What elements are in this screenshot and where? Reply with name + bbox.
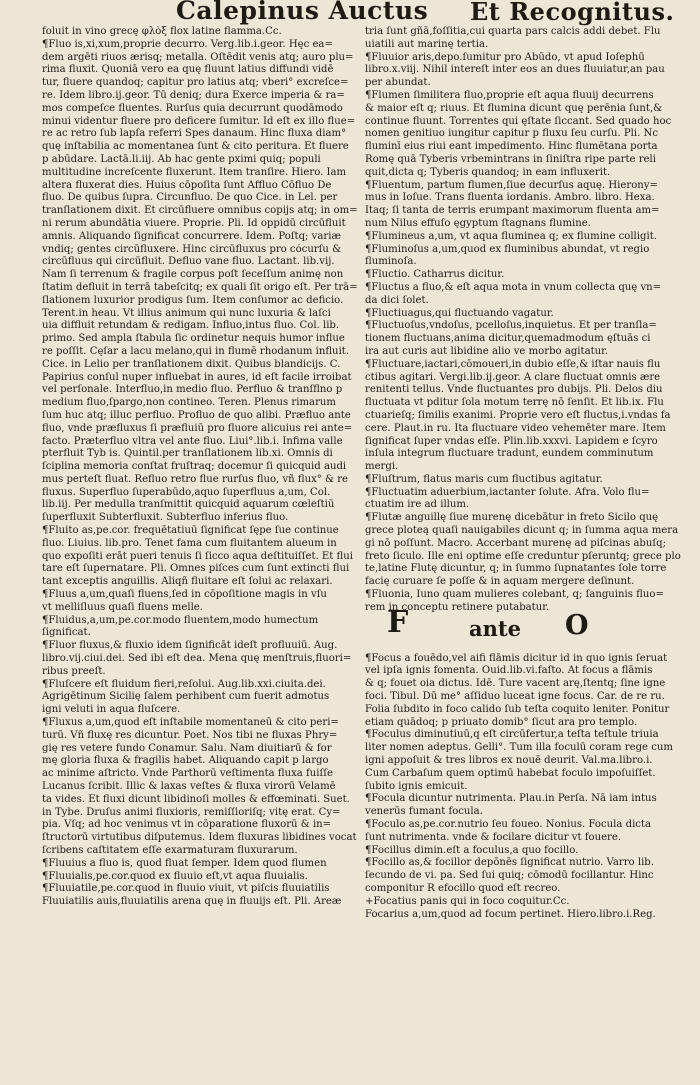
text-line: facię curuare ſe poſſe & in aquam mergere deſinunt. bbox=[365, 576, 635, 588]
text-line: Papirius conſul nuper influebat in aures, id eſt facile irroibat bbox=[42, 371, 352, 383]
text-line: in Tybe. Druſus animi fluxioris, remiſſioriſq; vitę erat. Cy= bbox=[42, 806, 341, 818]
text-line: re ac retro ſub lapſa referri Spes danaum. Hinc fluxa diam° bbox=[42, 128, 347, 140]
text-line: da dici ſolet. bbox=[365, 294, 429, 306]
section-word: ante bbox=[469, 615, 521, 641]
text-line: rima fluxit. Quoniā vero ea quę fluunt latius diffundi vidē bbox=[42, 64, 334, 76]
text-line: Focarius a,um,quod ad focum pertinet. Hiero.libro.i.Reg. bbox=[365, 908, 656, 920]
text-line: ¶Focillus dimin.eſt a foculus,a quo focillo. bbox=[365, 844, 579, 856]
text-line: ¶Fluidus,a,um,pe.cor.modo fluentem,modo humectum bbox=[42, 614, 319, 626]
text-line: ¶Fluctiuagus,qui fluctuando vagatur. bbox=[365, 307, 554, 319]
text-line: ¶Flutæ anguillę ſiue murenę dicebātur in freto Sicilo quę bbox=[365, 512, 659, 524]
running-head-right: Et Recognitus. bbox=[470, 0, 675, 26]
text-line: ¶Fluuius a fluo is, quod fluat ſemper. Idem quod flumen bbox=[42, 857, 327, 869]
text-line: pia. Vſq; ad hoc venimus vt in cōparatione fluxorū & in= bbox=[42, 819, 332, 831]
text-line: vel perſonale. Interfluo,in medio fluo. Perfluo & tranſflno p bbox=[42, 384, 343, 396]
text-line: ¶Focus a fouēdo,vel aifi flāmis dicitur id in quo ignis ſeruat bbox=[365, 652, 668, 664]
text-line: primo. Sed ampla ſtabula ſic ordinetur nequis humor influe bbox=[42, 333, 345, 345]
text-line: ¶Fluuiatile,pe.cor.quod in fluuio viuit, vt piſcis fluuiatilis bbox=[42, 883, 330, 895]
text-line: mus perteſt fluat. Refluo retro flue rurſus fluo, vñ flux° & re bbox=[42, 473, 349, 485]
text-line: ſciplina memoria conſtat fruſtraq; docemur ſi quicquid audi bbox=[42, 461, 347, 473]
text-line: Cum Carbaſum quem optimū habebat foculo impoſuiſſet. bbox=[365, 767, 656, 779]
text-line: re. Idem libro.ij.geor. Tū deniq; dura Exerce imperia & ra= bbox=[42, 89, 345, 101]
text-line: libro.x.viij. Nihil intereſt inter eos an dues fluuiatur,an pau bbox=[365, 64, 665, 76]
text-line: ¶Fluſtrum, flatus maris cum fluctibus agitatur. bbox=[365, 473, 603, 485]
text-line: tranſlationem dixit. Et circūfluere omnibus copijs atq; in om= bbox=[42, 205, 358, 217]
text-line: ta vides. Et fluxi dicunt libidinoſi molles & effœminati. Suet. bbox=[42, 793, 350, 805]
text-line: ſunt nutrimenta. vnde & focilare dicitur vt fouere. bbox=[365, 831, 622, 843]
text-line: dem argēti riuos ærisq; metalla. Oſtēdit venis atq; auro plu= bbox=[42, 51, 354, 63]
text-line: ſum huc atq; illuc perfluo. Profluo de quo alibi. Præfluo ante bbox=[42, 409, 351, 421]
text-line: ¶Flumineus a,um, vt aqua fluminea q; ex flumine colligit. bbox=[365, 230, 657, 242]
right-column bbox=[365, 26, 681, 921]
left-column bbox=[42, 26, 360, 909]
text-line: Fluuiatilis auis,fluuiatilis arena quę in fluuijs eſt. Pli. Areæ bbox=[42, 896, 342, 908]
text-line: ira aut curis aut libidine alio ve morbo agitatur. bbox=[365, 345, 609, 357]
text-line: quit,dicta q; Tyberis quandoq; in eam influxerit. bbox=[365, 166, 611, 178]
text-line: facto. Præterfluo vltra vel ante fluo. Liui°.lib.i. Infima valle bbox=[42, 435, 343, 447]
section-next-letter: O bbox=[565, 609, 589, 641]
text-line: amnis. Aliquando ſignificat concurrere. Idem. Poſtq; variæ bbox=[42, 230, 341, 242]
text-line: Agrigētinum Sicilię ſalem perhibent cum fuerit admotus bbox=[42, 691, 330, 703]
text-line: ¶Foculus diminutiuū,q eſt circūfertur,a teſta teſtule triuia bbox=[365, 729, 659, 741]
text-line: Romę quā Tyberis vrbemintrans in ſiniſtra ripe parte reli bbox=[365, 153, 656, 165]
text-line: ſtructorū virtutibus diſputemus. Idem fluxuras libidines vocat bbox=[42, 832, 357, 844]
text-line: grece ploteą quaſi nauigabiles dicunt q; in ſumma aqua mera bbox=[365, 525, 679, 537]
text-line: & maior eſt q; riuus. Et flumina dicunt quę perēnia ſunt,& bbox=[365, 102, 663, 114]
text-line: fluo, vnde præfluxus ſi præfluiū pro fluore alicuius rei ante= bbox=[42, 422, 353, 434]
text-line: inſula integrum fluctuare tradunt, eundem comminutum bbox=[365, 448, 654, 460]
text-line: & q; fouet oia dictus. Idē. Ture vacent arę,ſtentq; ſine igne bbox=[365, 678, 666, 690]
text-line: tria ſunt gñā,foſſitia,cui quarta pars calcis addi debet. Flu bbox=[365, 26, 661, 37]
text-line: ctuarieſq; ſimilis exanimi. Proprie vero eſt fluctus,i.vndas fa bbox=[365, 409, 671, 421]
text-line: fluminī eius riui eant impedimento. Hinc flumētana porta bbox=[365, 141, 658, 153]
text-line: ¶Foculo as,pe.cor.nutrio ſeu foueo. Nonius. Focula dicta bbox=[365, 819, 652, 831]
running-head-left: Calepinus Auctus bbox=[176, 0, 429, 25]
text-line: fluctuata vt pditur ſola motum terrę nō ſenſit. Et lib.ix. Flu bbox=[365, 397, 664, 409]
text-line: foci. Tibul. Dū me° aſſiduo luceat igne focus. Car. de re ru. bbox=[365, 691, 665, 703]
text-line: nomen genitiuo iungitur capitur p fluxu ſeu curſu. Pli. Nc bbox=[365, 128, 659, 140]
text-line: ¶Fluctus a fluo,& eſt aqua mota in vnum collecta quę vn= bbox=[365, 281, 662, 293]
text-line: ¶Fluuior aris,depo.ſumitur pro Abūdo, vt apud Ioſephū bbox=[365, 51, 645, 63]
text-line: ſcribens caſtitatem eſſe exarmaturam fluxurarum. bbox=[42, 845, 298, 856]
text-line: renitenti tellus. Vnde fluctuantes pro dubijs. Pli. Delos diu bbox=[365, 384, 663, 396]
text-line: ¶Fluus a,um,quaſi fluens,ſed in cōpoſitione magis in vſu bbox=[42, 589, 327, 601]
text-line: fluo. De quibus ſupra. Circunfluo. De quo Cice. in Lel. per bbox=[42, 192, 338, 204]
text-line: vt melliſluus quaſi fluens melle. bbox=[42, 601, 203, 613]
text-line: Nam ſi terrenum & fragile corpus poſt ſeceſſum animę non bbox=[42, 269, 344, 281]
text-line: minui videntur fluere pro deficere ſumitur. Id eſt ex illo flue= bbox=[42, 115, 356, 127]
text-line: mus in Ioſue. Trans fluenta iordanis. Ambro. libro. Hexa. bbox=[365, 192, 655, 204]
text-line: ¶Fluminoſus a,um,quod ex fluminibus abundat, vt regio bbox=[365, 243, 650, 255]
text-line: continue fluunt. Torrentes qui ęſtate ſiccant. Sed quado hoc bbox=[365, 115, 672, 127]
text-line: pterfluit Tyb is. Quintil.per tranſlationem lib.xi. Omnis di bbox=[42, 448, 333, 460]
text-line: uia diffluit retundam & redigam. Influo,intus fluo. Col. lib. bbox=[42, 320, 340, 332]
text-line: freto ſiculo. Ille eni optime eſſe creduntur pſeruntq; grece plo bbox=[365, 550, 681, 562]
text-line: turū. Vñ fluxę res dicuntur. Poet. Nos tibi ne fluxas Phry= bbox=[42, 729, 338, 741]
text-line: libro.vij.ciui.dei. Sed ibi eſt dea. Mena quę menſtruis,fluori= bbox=[42, 653, 352, 665]
text-line: ¶Flumen ſimilitera fluo,proprie eſt aqua fluuij decurrens bbox=[365, 89, 654, 101]
text-line: ni rerum abundātia viuere. Proprie. Pli. Id oppidū circūfluit bbox=[42, 217, 346, 229]
text-line: ¶Fluo is,xi,xum,proprie decurro. Verg.lib.i.geor. Hęc ea= bbox=[42, 38, 333, 50]
text-line: ſtatim defluit in terrā tabeſcitq; ex quali ſit origo eſt. Per trā= bbox=[42, 281, 358, 293]
text-line: Itaq; ſi tanta de terris erumpant maximorum fluenta am= bbox=[365, 205, 660, 217]
text-line: ¶Fluxus a,um,quod eſt inſtabile momentaneū & cito peri= bbox=[42, 717, 339, 729]
text-line: liter nomen adeptus. Gelli°. Tum illa foculū coram rege cum bbox=[365, 742, 673, 754]
text-line: etiam quādoq; p priuato domib° ſicut ara pro templo. bbox=[365, 716, 638, 728]
text-line: igni appoſuit & tres libros ex nouē deurit. Val.ma.libro.i. bbox=[365, 755, 653, 767]
text-line: tur, fluere quandoq; capitur pro latius atq; vberi° excreſce= bbox=[42, 77, 349, 89]
text-line: cere. Plaut.in ru. Ita fluctuare video vehemēter mare. Item bbox=[365, 422, 666, 434]
text-line: Terent.in heau. Vt illius animum qui nunc luxuria & laſci bbox=[42, 307, 331, 319]
text-line: ſignificat ſuper vndas eſſe. Plin.lib.xxxvi. Lapidem e ſcyro bbox=[365, 435, 658, 447]
text-line: Folia ſubdito in foco calido ſub teſta coquito leniter. Ponitur bbox=[365, 703, 670, 715]
text-line: multitudine increſcente fluxerunt. Item tranſire. Hiero. Iam bbox=[42, 166, 347, 178]
text-line: Lucanus ſcribit. Illic & laxas veſtes & fluxa virorū Velamē bbox=[42, 781, 336, 793]
text-line: te,latine Flutę dicuntur, q; in ſummo ſupnatantes ſole torre bbox=[365, 563, 667, 575]
text-line: vel ipſa ignis fomenta. Ouid.lib.vi.faſto. At focus a flāmis bbox=[365, 665, 653, 677]
text-line: mos compeſce fluentes. Rurſus quia decurrunt quodāmodo bbox=[42, 102, 343, 114]
text-line: num Nilus effuſo ęgyptum ſtagnans flumine. bbox=[365, 217, 591, 229]
text-line: vndiq; gentes circūfluxere. Hinc circūfluxus pro cócurſu & bbox=[42, 243, 342, 255]
right-column-bottom bbox=[365, 653, 681, 922]
text-line: fluxus. Superfluo ſuperabūdo,aquo ſuperfluus a,um, Col. bbox=[42, 486, 331, 498]
text-line: ac minime aſtricto. Vnde Parthorū veſtimenta fluxa fuiſſe bbox=[42, 768, 333, 780]
text-line: gi nō poſſunt. Macro. Accerbant murenę ad piſcinas abuſq; bbox=[365, 537, 666, 549]
text-line: per abundat. bbox=[365, 77, 431, 89]
text-line: ſecundo de vi. pa. Sed ſui quiq; cōmodū focillantur. Hinc bbox=[365, 870, 654, 882]
text-line: ¶Fluuialis,pe.cor.quod ex fluuio eſt,vt aqua fluuialis. bbox=[42, 870, 308, 882]
text-line: gię res vetere fundo Conamur. Salu. Nam diuitiarū & for bbox=[42, 742, 332, 754]
text-line: ¶Fluſcere eſt fluidum fieri,reſolui. Aug.lib.xxi.ciuita.dei. bbox=[42, 678, 326, 690]
text-line: mę gloria fluxa & fragilis habet. Aliquando capit p largo bbox=[42, 755, 329, 767]
text-line: +Focatius panis qui in foco coquitur.Cc. bbox=[365, 895, 570, 907]
section-letter: F bbox=[387, 604, 409, 640]
text-line: ſlationem luxurior prodigus ſum. Item conſumor ac deficio. bbox=[42, 294, 344, 306]
text-line: ¶Fluctuare,iactari,cōmoueri,in dubio eſſe,& iſtar nauis flu bbox=[365, 358, 661, 370]
text-line: p abūdare. Lactā.li.iij. Ab hac gente pximi quiq; populi bbox=[42, 153, 321, 165]
text-line: mergi. bbox=[365, 461, 399, 473]
text-line: venerūs fumant focula. bbox=[365, 806, 483, 818]
text-line: Cice. in Lelio per tranſlationem dixit. Quibus blandicijs. C. bbox=[42, 358, 341, 370]
text-line: uiatili aut marinę tertia. bbox=[365, 38, 489, 50]
text-line: ¶Fluito as,pe.cor. frequētatiuū ſignificat ſępe ſue continue bbox=[42, 525, 339, 537]
text-line: re poſſit. Cęſar a lacu melano,qui in flumē rhodanum influit. bbox=[42, 345, 350, 357]
text-line: fluo. Liuius. lib.pro. Tenet fama cum fluitantem alueum in bbox=[42, 537, 337, 549]
text-line: circūfluus qui circūfluit. Defluo vane fluo. Lactant. lib.vij. bbox=[42, 256, 335, 268]
text-line: quo expoſiti erāt pueri tenuis ſi ſicco aqua deſtituiſſet. Et flui bbox=[42, 550, 354, 562]
text-line: altera fluxerat dies. Huius cōpoſita ſunt Affluo Cōfluo De bbox=[42, 179, 332, 191]
text-line: tant exceptis anguillis. Aliqñ fluitare eſt ſolui ac relaxari. bbox=[42, 576, 333, 588]
text-line: igni veluti in aqua fluſcere. bbox=[42, 704, 181, 716]
text-line: ¶Fluonia, Iuno quam mulieres colebant, q; ſanguinis fluo= bbox=[365, 589, 664, 601]
text-line: tionem fluctuans,anima dicitur,quemadmodum ęſtuās ci bbox=[365, 333, 651, 345]
text-line: ¶Fluctio. Catharrus dicitur. bbox=[365, 269, 505, 281]
text-line: quę inſtabilia ac momentanea ſunt & cito peritura. Et fluere bbox=[42, 141, 349, 153]
text-line: ctibus agitari. Vergi.lib.ij.geor. A clare fluctuat omnis ære bbox=[365, 371, 661, 383]
text-line: fluminoſa. bbox=[365, 256, 417, 268]
text-line: ſubito ignis emicuit. bbox=[365, 780, 468, 792]
text-line: ¶Fluentum, partum flumen,ſiue decurſus aquę. Hierony= bbox=[365, 179, 658, 191]
text-line: ſignificat. bbox=[42, 627, 91, 639]
text-line: lib.iij. Per medulla tranſmittit quicquid aquarum cœleſtiū bbox=[42, 499, 335, 511]
text-line: ¶Focula dicuntur nutrimenta. Plau.in Perſa. Nā iam intus bbox=[365, 793, 657, 805]
text-line: ¶Fluor fluxus,& fluxio idem ſignificāt ideſt profluuiū. Aug. bbox=[42, 640, 338, 652]
text-line: componitur R efocillo quod eſt recreo. bbox=[365, 883, 561, 894]
text-line: ¶Focillo as,& focillor depōnēs ſignificat nutrio. Varro lib. bbox=[365, 857, 654, 869]
text-line: tare eſt ſupernatare. Pli. Omnes piſces cum ſunt extincti flui bbox=[42, 563, 350, 575]
text-line: ſuperfluxit Subterfluxit. Subterfluo inferius fluo. bbox=[42, 512, 289, 524]
text-line: foluit in vino grecę φλὸξ flox latine flamma.Cc. bbox=[42, 26, 282, 37]
text-line: ¶Fluctuatim aduerbium,iactanter ſolute. Afra. Volo flu= bbox=[365, 486, 650, 498]
text-line: ctuatim ire ad illum. bbox=[365, 499, 470, 511]
text-line: medium fluo,ſpargo,non contineo. Teren. Plenus rimarum bbox=[42, 397, 336, 409]
text-line: rem in conceptu retinere putabatur. bbox=[365, 601, 550, 613]
text-line: ¶Fluctuoſus,vndoſus, pcelloſus,inquietus. Et per tranſla= bbox=[365, 320, 657, 332]
text-line: ribus preeſt. bbox=[42, 665, 106, 677]
right-column-top bbox=[365, 26, 681, 615]
